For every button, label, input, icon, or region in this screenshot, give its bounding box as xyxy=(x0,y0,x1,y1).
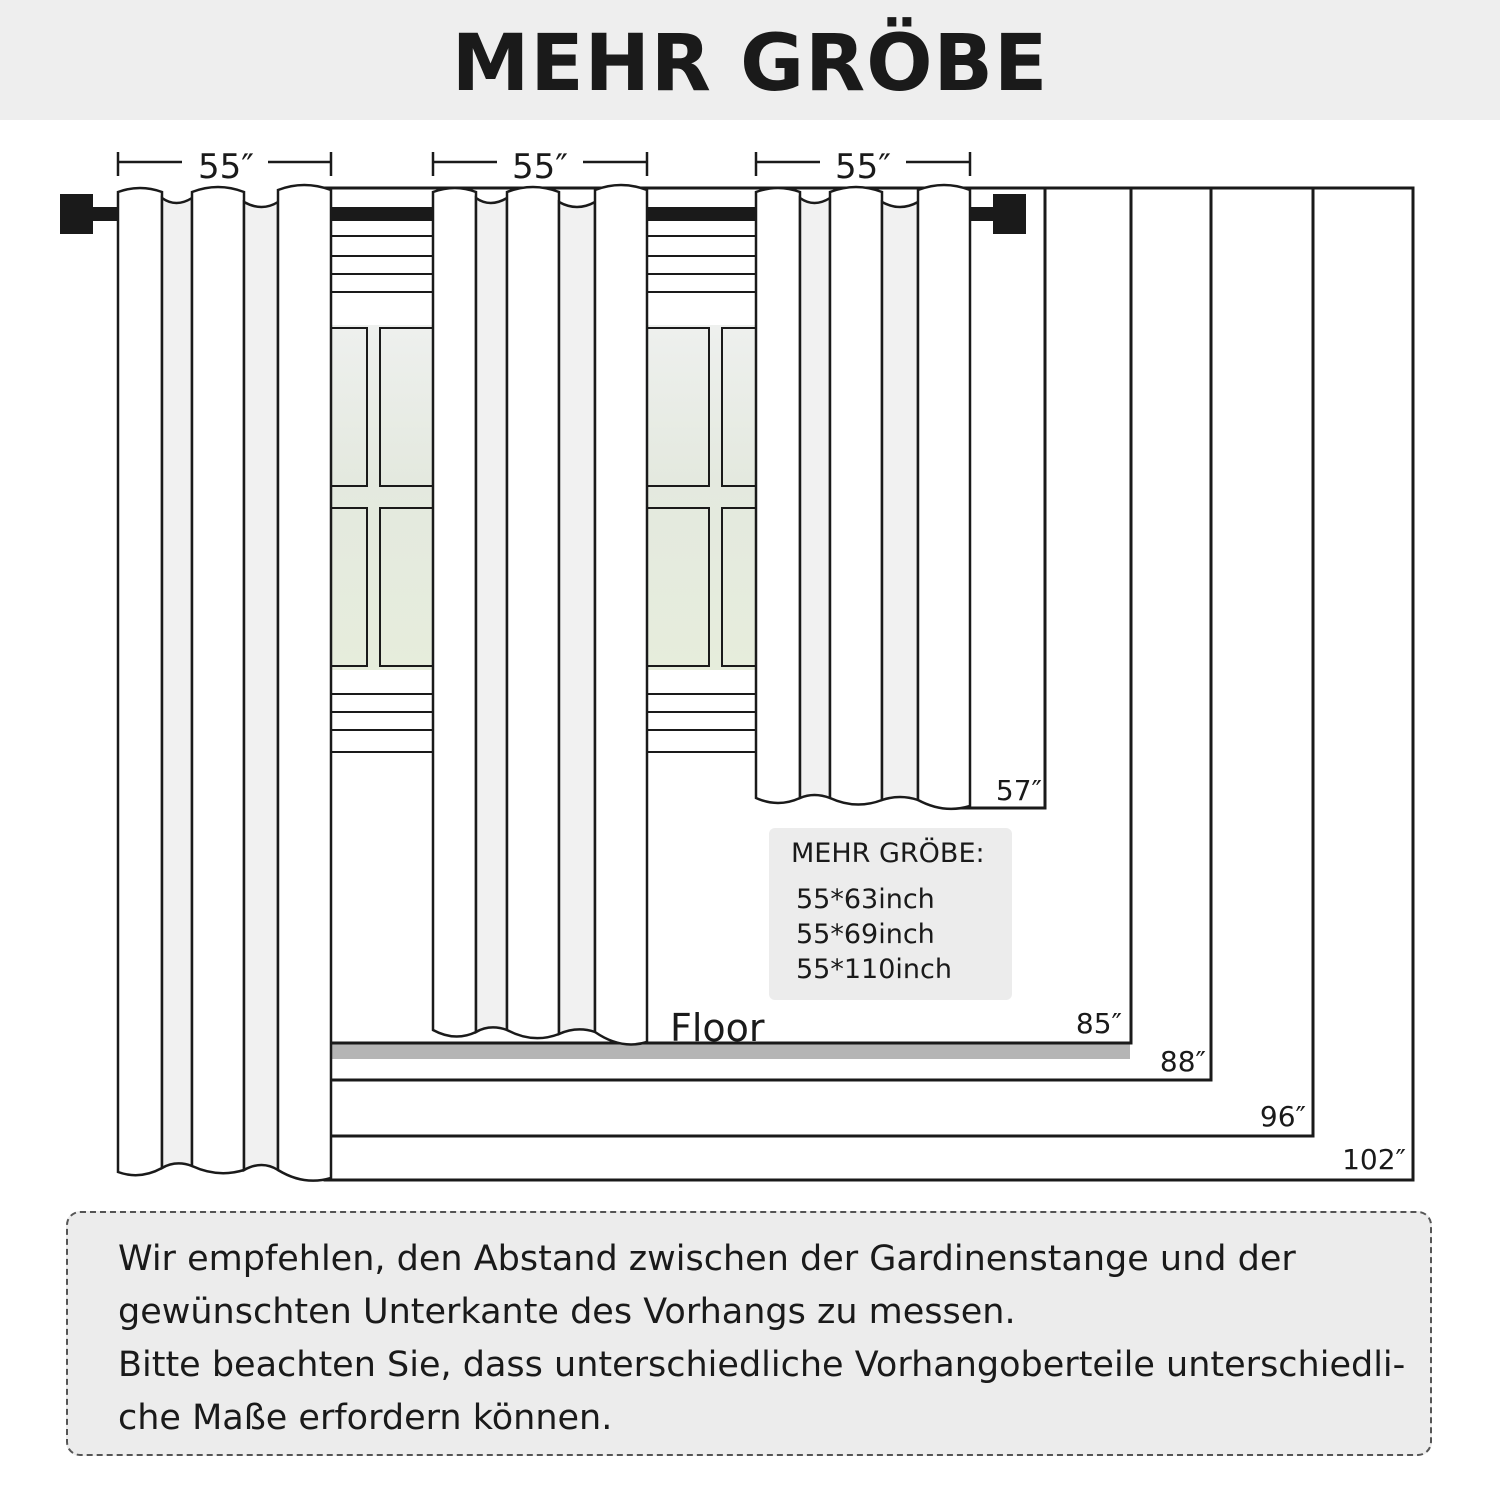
length-label-57: 57″ xyxy=(995,774,1042,807)
length-label-85: 85″ xyxy=(1075,1007,1122,1040)
sizes-box-title: MEHR GRÖBE: xyxy=(791,838,985,869)
note-line-2: gewünschten Unterkante des Vorhangs zu messen. xyxy=(118,1292,1016,1332)
note-line-3: Bitte beachten Sie, dass unterschiedliche Vorhangoberteile unterschiedli- xyxy=(118,1345,1406,1385)
frame-57 xyxy=(960,188,1045,808)
panel-2-width-label: 55″ xyxy=(512,147,568,187)
measurement-note xyxy=(118,1233,1408,1445)
curtain-panel-3 xyxy=(756,185,970,809)
width-dimension-1 xyxy=(118,147,331,187)
panel-3-width-label: 55″ xyxy=(835,147,891,187)
length-label-88: 88″ xyxy=(1159,1045,1206,1078)
rod-finial-right xyxy=(993,194,1026,234)
size-item: 55*69inch xyxy=(796,919,935,950)
curtain-panel-2 xyxy=(433,185,647,1044)
measurement-note-box xyxy=(66,1211,1432,1456)
width-dimension-2 xyxy=(433,147,647,187)
floor-label: Floor xyxy=(670,1006,765,1050)
panel-1-width-label: 55″ xyxy=(198,147,254,187)
length-label-96: 96″ xyxy=(1259,1100,1306,1133)
page-title: MEHR GRÖBE xyxy=(451,19,1049,109)
note-line-1: Wir empfehlen, den Abstand zwischen der Gardinenstange und der xyxy=(118,1239,1296,1279)
width-dimension-3 xyxy=(756,147,970,187)
note-line-4: che Maße erfordern können. xyxy=(118,1398,613,1438)
rod-finial-left xyxy=(60,194,93,234)
size-item: 55*63inch xyxy=(796,884,935,915)
size-item: 55*110inch xyxy=(796,954,952,985)
sizes-list xyxy=(796,882,952,987)
length-label-102: 102″ xyxy=(1342,1143,1406,1176)
curtain-panel-1 xyxy=(118,185,331,1181)
sizes-box xyxy=(769,828,1012,1000)
